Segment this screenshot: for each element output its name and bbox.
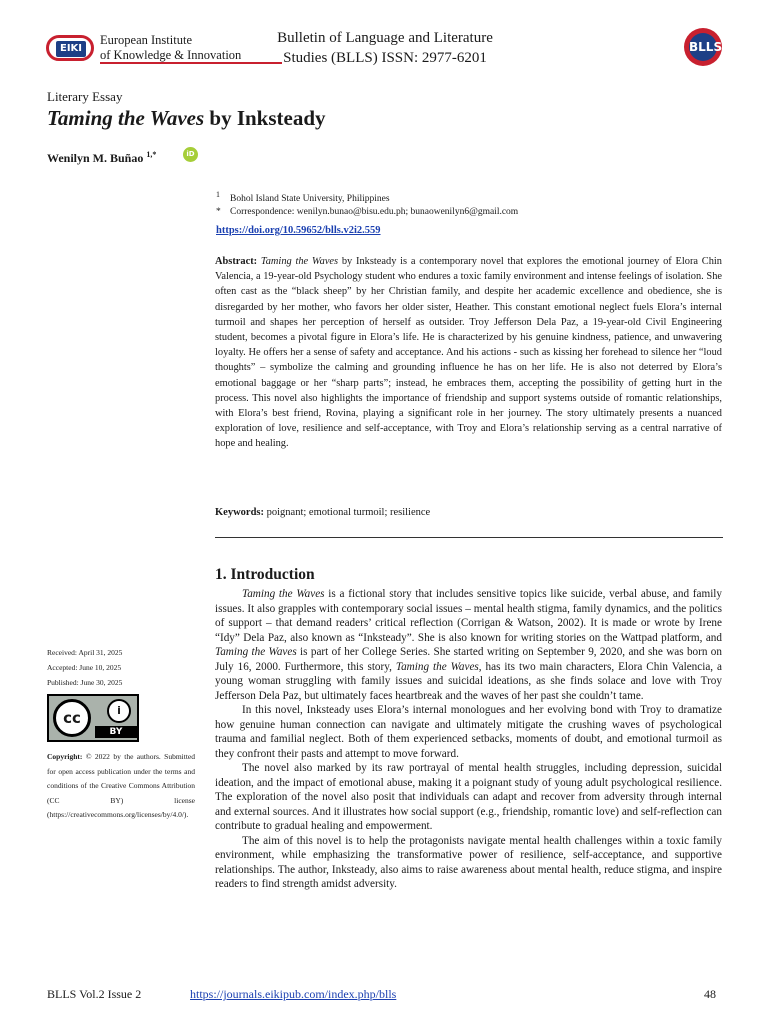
- journal-logo-icon: [684, 28, 722, 66]
- cc-icon: cc: [53, 699, 91, 737]
- abstract-label: Abstract:: [215, 256, 258, 267]
- eiki-logo-text: EIKI: [56, 41, 86, 57]
- paragraph-1: [215, 587, 722, 703]
- p1-italic2: Taming the Waves: [215, 646, 297, 658]
- copyright-notice: [47, 750, 195, 823]
- correspondence-text: Correspondence: wenilyn.bunao@bisu.edu.ph; bunaowenilyn6@gmail.com: [230, 207, 519, 218]
- institute-line2: of Knowledge & Innovation: [100, 48, 242, 62]
- abstract-italic: Taming the Waves: [260, 256, 339, 267]
- footer-journal-link[interactable]: https://journals.eikipub.com/index.php/blls: [190, 987, 397, 1001]
- introduction-body: [215, 587, 722, 892]
- affiliation-line: [216, 188, 518, 206]
- p1-italic: Taming the Waves: [242, 588, 325, 600]
- journal-title: [260, 28, 510, 68]
- author-name-text: Wenilyn M. Buñao: [47, 151, 144, 165]
- person-icon: i: [107, 699, 131, 723]
- article-title: [47, 106, 326, 131]
- affiliation-mark: 1: [216, 190, 220, 199]
- copyright-label: Copyright:: [47, 752, 83, 761]
- journal-title-line2: Studies (BLLS) ISSN: 2977-6201: [283, 50, 487, 66]
- published-date: Published: June 30, 2025: [47, 678, 123, 687]
- keywords-label: Keywords:: [215, 507, 264, 518]
- section-divider: [215, 537, 723, 538]
- author-marks: 1,*: [146, 150, 157, 159]
- page-number: 48: [704, 987, 716, 1001]
- institute-name: [100, 33, 241, 63]
- orcid-icon[interactable]: iD: [183, 147, 198, 162]
- paragraph-4: The aim of this novel is to help the protagonists navigate mental health challenges within a toxic family environment, while emphasizing the transformative power of resilience, self-acceptance, and supportive relationships. The author, Inksteady, also aims to raise awareness about mental health, reduce stigma, and inspire readers to find strength amidst adversity.: [215, 834, 722, 890]
- cc-by-license-icon[interactable]: [47, 694, 139, 742]
- p1-italic3: Taming the Waves: [395, 660, 479, 673]
- section-heading: 1. Introduction: [215, 566, 315, 583]
- paragraph-2: In this novel, Inksteady uses Elora’s internal monologues and her evolving bond with Troy to dramatize how genuine human connection can navigate and ultimately mitigate the crushing waves of psychological trauma and familial neglect. Both of them experienced setbacks, moments of doubt, and emotional turmoil as they confront their pasts and attempt to move forward.: [215, 704, 722, 760]
- abstract-text: by Inksteady is a contemporary novel that explores the emotional journey of Elora Chin Valencia, a 19-year-old Psychology student who endures a toxic family environment and intense feelings of isolation. She often cast as the “black sheep” by her Christian family, and despite her academic excellence and obedience, she is disregarded by her mother, who favors her older sister, Heather. This constant emotional neglect fuels Elora’s internal turmoil and shapes her perception of herself as outsider. Troy Jefferson Dela Paz, a 19-year-old Civil Engineering student, becomes a pivotal figure in Elora’s life. He is characterized by his genuine kindness, patience, and unwavering loyalty. He offers her a sense of safety and acceptance. And his actions - such as kissing her forehead to silence her “loud thoughts” – symbolize the calming and grounding influence he has on her life. He is also not deterred by Elora’s emotional baggage or her “sharp parts”; instead, he embraces them, accepting the possibility of getting hurt in the process. This novel also highlights the importance of friendship and support systems outside of romantic relationships, with Elora’s best friend, Rovina, playing a significant role in her journey. The story ultimately presents a nuanced exploration of love, resilience and self-acceptance, with Troy and Elora’s relationship serving as a central narrative of hope and healing.: [215, 256, 722, 450]
- article-title-rest: by Inksteady: [204, 106, 326, 130]
- p1-text-c: , has its two main characters, Elora Chin Valencia, a young woman struggling with family issues and suicidal ideations, as she finds solace and love with Troy Jefferson Dela Paz, but ultimately faces heartbreak and the waves of her past she couldn’t tame.: [215, 660, 723, 702]
- accepted-date: Accepted: June 10, 2025: [47, 663, 122, 672]
- doi-link[interactable]: https://doi.org/10.59652/blls.v2i2.559: [216, 225, 381, 236]
- institute-divider: [100, 62, 282, 64]
- correspondence-line: [216, 206, 518, 219]
- p1-text-b: is part of her College Series. She started writing on September 9, 2020, and she was born on July 16, 2000. Furthermore, this story,: [215, 646, 722, 673]
- affiliations: [216, 188, 518, 219]
- publication-dates: [47, 645, 122, 690]
- journal-title-line1: Bulletin of Language and Literature: [277, 30, 493, 46]
- abstract: [215, 254, 722, 452]
- keywords: [215, 507, 430, 518]
- eiki-logo-icon: [46, 35, 94, 61]
- p1-text-a: is a fictional story that includes sensitive topics like suicide, verbal abuse, and family issues. It also grapples with contemporary social issues – mental health stigma, family dynamics, and the politics of support – that demand readers’ critical reflection (Corrigan & Watson, 2002). It is made or wrote by Irene “Idy” Dela Paz, also known as “Inksteady”. She is also known for writing stories on the Wattpad platform, and: [215, 588, 723, 644]
- footer-issue: BLLS Vol.2 Issue 2: [47, 987, 142, 1001]
- copyright-text: © 2022 by the authors. Submitted for open access publication under the terms and conditions of the Creative Commons Attribution (CC BY) license (https://creativecommons.org/licenses/by/4.0/).: [47, 752, 195, 819]
- article-title-italic: Taming the Waves: [47, 106, 205, 130]
- author-name: [47, 150, 156, 166]
- institute-line1: European Institute: [100, 33, 192, 47]
- correspondence-mark: *: [216, 207, 221, 218]
- paragraph-3: The novel also marked by its raw portrayal of mental health struggles, including depression, suicidal ideation, and the impact of emotional abuse, making it a poignant study of young adult psychological resilience. The exploration of the novel also posit that individuals can adapt and recover from adversity through internal and external sources. And it illustrates how social support (e.g., friendship, romantic love) and self-reflection can contribute to gradual healing and empowerment.: [215, 762, 722, 832]
- keywords-text: poignant; emotional turmoil; resilience: [264, 507, 431, 518]
- journal-logo-text: BLLS: [689, 33, 717, 61]
- received-date: Received: April 31, 2025: [47, 648, 123, 657]
- by-label: BY: [95, 726, 137, 738]
- affiliation-text: Bohol Island State University, Philippines: [230, 194, 390, 205]
- article-type: Literary Essay: [47, 89, 123, 104]
- publisher-logo: [46, 33, 246, 63]
